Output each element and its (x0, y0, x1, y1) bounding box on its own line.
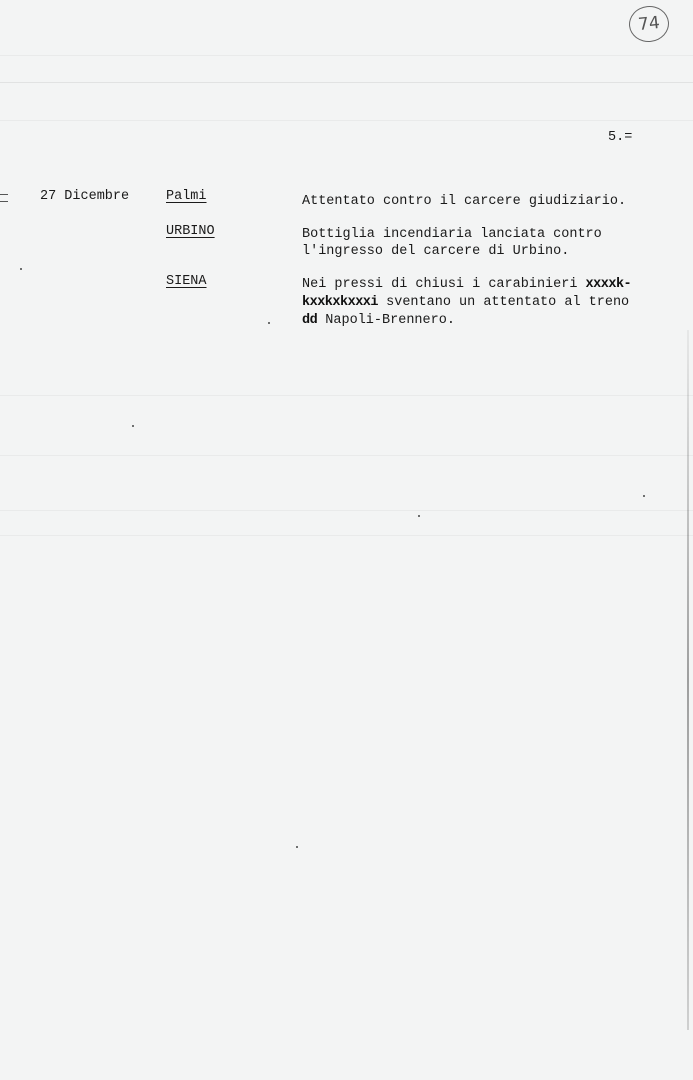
margin-mark (0, 194, 8, 202)
scan-speck (268, 322, 270, 324)
scan-artifact (0, 535, 693, 536)
page-number: 5.= (608, 130, 633, 145)
description-urbino-line: l'ingresso del carcere di Urbino. (302, 244, 570, 259)
siena-text: Nei pressi di chiusi i carabinieri (302, 277, 586, 292)
place-palmi: Palmi (166, 189, 207, 204)
description-siena-line (302, 312, 455, 329)
archive-stamp: 74 (627, 4, 671, 44)
place-urbino: URBINO (166, 224, 215, 239)
scan-speck (132, 425, 134, 427)
scan-artifact (0, 395, 693, 396)
struck-out-text: kxxkxkxxxi (302, 295, 379, 310)
scan-speck (643, 495, 645, 497)
scan-rule (0, 82, 693, 83)
description-siena-line (302, 294, 629, 311)
page-edge-shadow (687, 330, 689, 1030)
description-palmi: Attentato contro il carcere giudiziario. (302, 194, 627, 209)
entry-date: 27 Dicembre (40, 189, 130, 204)
scan-speck (418, 515, 420, 517)
struck-out-text: dd (302, 313, 318, 328)
siena-text: Napoli-Brennero. (317, 313, 455, 328)
description-urbino-line: Bottiglia incendiaria lanciata contro (302, 227, 602, 242)
scan-artifact (0, 510, 693, 511)
scan-artifact (0, 455, 693, 456)
scan-speck (20, 268, 22, 270)
struck-out-text: xxxxk- (585, 277, 632, 292)
scan-speck (296, 846, 298, 848)
scan-artifact (0, 120, 693, 121)
siena-text: sventano un attentato al treno (378, 295, 630, 310)
description-siena-line (302, 276, 631, 293)
place-siena: SIENA (166, 274, 207, 289)
scan-artifact (0, 55, 693, 56)
